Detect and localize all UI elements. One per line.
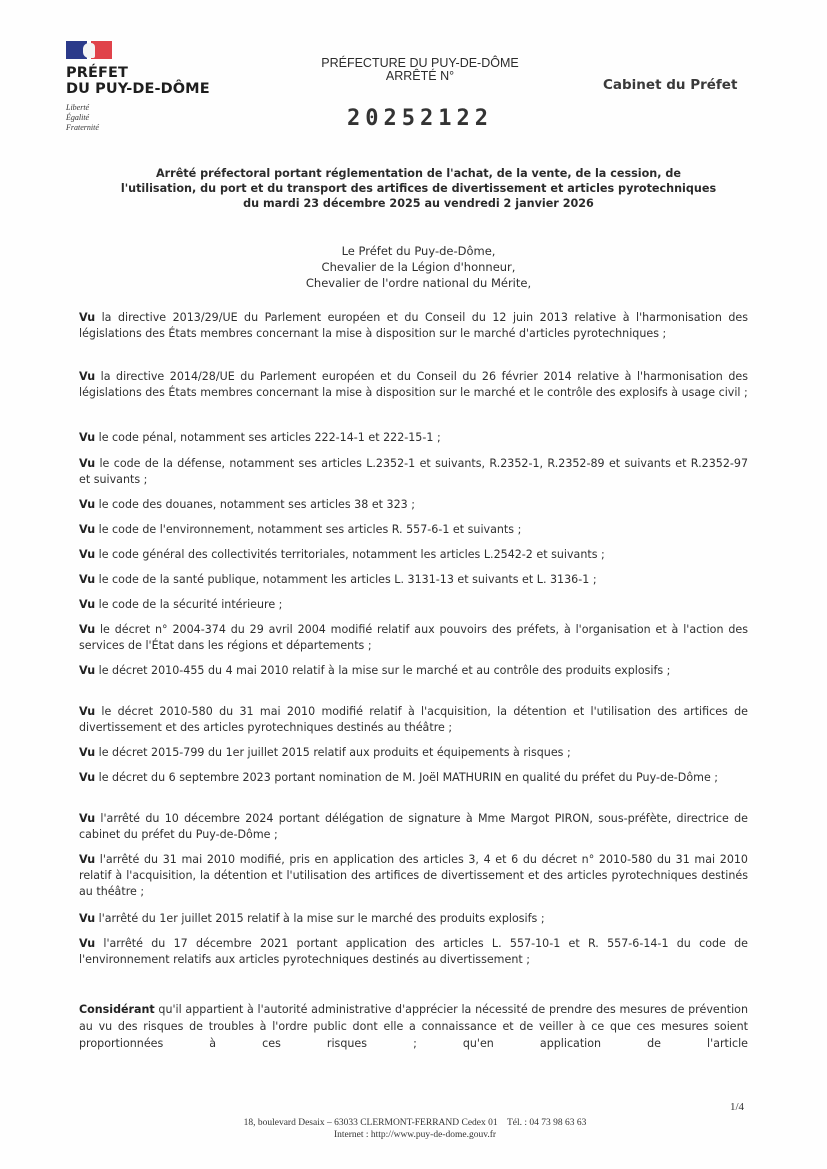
- visa-lead: Vu: [79, 623, 96, 636]
- visa-item: [79, 522, 748, 538]
- visa-text: l'arrêté du 17 décembre 2021 portant application des articles L. 557-10-1 et R. 557-6-14-1 du code de l'environnement relatifs aux articles pyrotechniques destinés au divertissement ;: [79, 937, 748, 966]
- visa-lead: Vu: [79, 573, 96, 586]
- visa-lead: Vu: [79, 523, 96, 536]
- footer-website[interactable]: Internet : http://www.puy-de-dome.gouv.fr: [333, 1130, 497, 1140]
- arrete-number: 20252122: [347, 106, 493, 131]
- logo-line-1: PRÉFET: [66, 65, 128, 81]
- document-title: [80, 166, 757, 211]
- considerant-text: qu'il appartient à l'autorité administrative d'apprécier la nécessité de prendre des mesures de prévention au vu des risques de troubles à l'ordre public dont elle a connaissance et de veiller à ce que ces mesures soient proportionnées à ces risques ; qu'en application de l'article: [79, 1003, 748, 1050]
- motto-fraternite: Fraternité: [66, 123, 99, 132]
- visa-text: l'arrêté du 1er juillet 2015 relatif à la mise sur le marché des produits explosifs ;: [95, 912, 545, 925]
- visa-lead: Vu: [79, 937, 96, 950]
- visa-text: la directive 2013/29/UE du Parlement européen et du Conseil du 12 juin 2013 relative à l'harmonisation des législations des États membres concernant la mise à disposition sur le marché d'articles pyrotechniques ;: [79, 311, 748, 340]
- visa-text: le décret 2010-455 du 4 mai 2010 relatif à la mise sur le marché et au contrôle des produits explosifs ;: [95, 664, 671, 677]
- authority-line-1: Le Préfet du Puy-de-Dôme,: [341, 244, 496, 258]
- visa-text: le code de la sécurité intérieure ;: [95, 598, 283, 611]
- visa-text: l'arrêté du 31 mai 2010 modifié, pris en application des articles 3, 4 et 6 du décret n° 2010-580 du 31 mai 2010 relatif à l'acquisition, la détention et l'utilisation des artifices de divertissement et des articles pyrotechniques destinés au théâtre ;: [79, 853, 748, 898]
- visa-text: le décret du 6 septembre 2023 portant nomination de M. Joël MATHURIN en qualité du préfet du Puy-de-Dôme ;: [95, 771, 719, 784]
- visa-item: [79, 547, 748, 563]
- visa-lead: Vu: [79, 853, 96, 866]
- visa-lead: Vu: [79, 912, 96, 925]
- visa-lead: Vu: [79, 431, 96, 444]
- authority-block: [80, 243, 757, 291]
- visa-text: le code pénal, notamment ses articles 222-14-1 et 222-15-1 ;: [95, 431, 441, 444]
- visa-item: [79, 497, 748, 513]
- footer: [200, 1117, 630, 1141]
- visa-text: le décret 2010-580 du 31 mai 2010 modifié relatif à l'acquisition, la détention et l'utilisation des artifices de divertissement et des articles pyrotechniques destinés au théâtre ;: [79, 705, 748, 734]
- visa-lead: Vu: [79, 311, 96, 324]
- visa-item: [79, 936, 748, 968]
- footer-address: 18, boulevard Desaix – 63033 CLERMONT-FERRAND Cedex 01 Tél. : 04 73 98 63 63: [243, 1118, 587, 1128]
- visa-item: [79, 811, 748, 843]
- visa-text: le code de l'environnement, notamment ses articles R. 557-6-1 et suivants ;: [95, 523, 522, 536]
- visa-text: le code des douanes, notamment ses articles 38 et 323 ;: [95, 498, 415, 511]
- visa-item: [79, 663, 748, 679]
- visa-item: [79, 310, 748, 342]
- visa-item: [79, 852, 748, 900]
- considerant-paragraph: [79, 1001, 748, 1052]
- visa-text: le code de la défense, notamment ses articles L.2352-1 et suivants, R.2352-1, R.2352-89 et suivants et R.2352-97 et suivants ;: [79, 457, 748, 486]
- visa-lead: Vu: [79, 771, 96, 784]
- visa-lead: Vu: [79, 457, 96, 470]
- visa-item: [79, 430, 748, 446]
- prefet-logo: [66, 41, 210, 133]
- visa-lead: Vu: [79, 498, 96, 511]
- visa-lead: Vu: [79, 548, 96, 561]
- visa-item: [79, 597, 748, 613]
- visa-lead: Vu: [79, 598, 96, 611]
- visa-text: le décret n° 2004-374 du 29 avril 2004 modifié relatif aux pouvoirs des préfets, à l'organisation et à l'action des services de l'État dans les régions et départements ;: [79, 623, 748, 652]
- visa-text: le code général des collectivités territoriales, notamment les articles L.2542-2 et suivants ;: [95, 548, 605, 561]
- authority-line-2: Chevalier de la Légion d'honneur,: [321, 260, 516, 274]
- visa-lead: Vu: [79, 705, 96, 718]
- prefecture-heading: [300, 57, 540, 83]
- visa-item: [79, 572, 748, 588]
- title-line-2: l'utilisation, du port et du transport des artifices de divertissement et articles pyrotechniques: [120, 182, 717, 195]
- visa-lead: Vu: [79, 746, 96, 759]
- visa-item: [79, 704, 748, 736]
- visa-text: l'arrêté du 10 décembre 2024 portant délégation de signature à Mme Margot PIRON, sous-préfète, directrice de cabinet du préfet du Puy-de-Dôme ;: [79, 812, 748, 841]
- title-line-3: du mardi 23 décembre 2025 au vendredi 2 janvier 2026: [243, 197, 594, 210]
- motto-egalite: Égalité: [66, 113, 90, 122]
- visa-item: [79, 456, 748, 488]
- service-name: Cabinet du Préfet: [603, 77, 738, 93]
- logo-title: [66, 65, 210, 97]
- authority-line-3: Chevalier de l'ordre national du Mérite,: [305, 276, 532, 290]
- visa-item: [79, 911, 748, 927]
- visa-lead: Vu: [79, 664, 96, 677]
- visa-item: [79, 745, 748, 761]
- logo-line-2: DU PUY-DE-DÔME: [66, 81, 210, 97]
- visa-item: [79, 369, 748, 401]
- visa-item: [79, 770, 748, 786]
- motto-liberte: Liberté: [66, 103, 90, 112]
- arrete-label: ARRÊTÉ N°: [385, 69, 455, 83]
- page-number: 1/4: [730, 1101, 745, 1113]
- republic-flag-icon: [66, 41, 112, 59]
- visa-item: [79, 622, 748, 654]
- marianne-icon: [83, 43, 95, 58]
- considerant-lead: Considérant: [79, 1003, 155, 1016]
- visa-text: la directive 2014/28/UE du Parlement européen et du Conseil du 26 février 2014 relative à l'harmonisation des législations des États membres concernant la mise à disposition sur le marché et le contrôle des explosifs à usage civil ;: [79, 370, 748, 399]
- prefecture-name: PRÉFECTURE DU PUY-DE-DÔME: [321, 56, 519, 70]
- visa-lead: Vu: [79, 370, 96, 383]
- visa-text: le décret 2015-799 du 1er juillet 2015 relatif aux produits et équipements à risques ;: [95, 746, 571, 759]
- title-line-1: Arrêté préfectoral portant réglementation de l'achat, de la vente, de la cession, de: [156, 167, 681, 180]
- republic-motto: [66, 103, 210, 133]
- visa-lead: Vu: [79, 812, 96, 825]
- visa-text: le code de la santé publique, notamment les articles L. 3131-13 et suivants et L. 3136-1 ;: [95, 573, 597, 586]
